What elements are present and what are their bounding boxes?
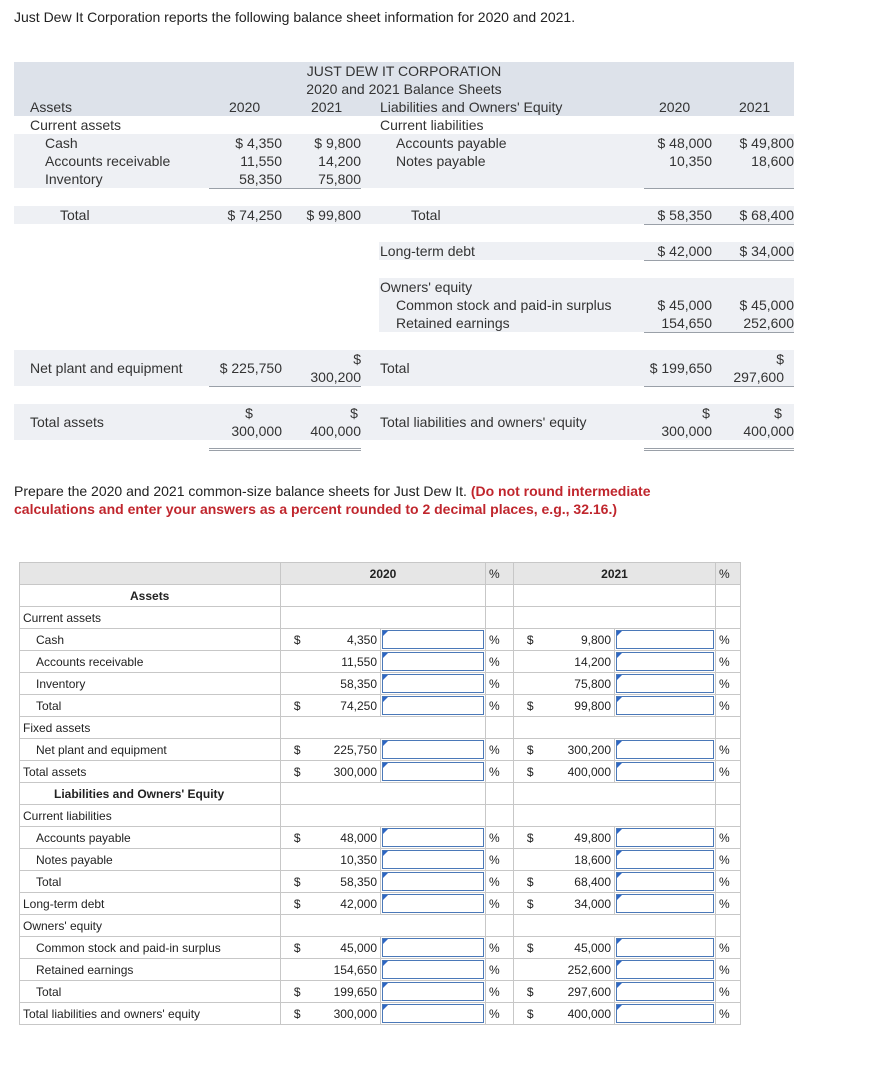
total-ca-label: Total <box>60 207 90 223</box>
inventory-label: Inventory <box>45 171 103 187</box>
dollar-sign: $ <box>514 827 547 849</box>
dollar-sign: $ <box>281 937 314 959</box>
value-2021: 34,000 <box>547 893 615 915</box>
ar-2020-pct-input[interactable] <box>381 651 486 673</box>
ta-2020-symbol: $ <box>245 405 253 421</box>
inventory-2020-pct-input[interactable] <box>381 673 486 695</box>
value-2020: 74,250 <box>314 695 381 717</box>
ar-2021: 14,200 <box>318 153 361 169</box>
value-2021: 18,600 <box>547 849 615 871</box>
value-2020: 10,350 <box>314 849 381 871</box>
total-oe-2020: $ 199,650 <box>649 360 712 376</box>
total-oe-2021-pct-input[interactable] <box>615 981 716 1003</box>
total-loe-2020-pct-input[interactable] <box>381 1003 486 1025</box>
instructions-text: Prepare the 2020 and 2021 common-size balance sheets for Just Dew It. <box>14 483 467 499</box>
row-label: Total assets <box>20 761 281 783</box>
value-2021: 400,000 <box>547 761 615 783</box>
dollar-sign: $ <box>514 871 547 893</box>
pct-sign: % <box>716 871 741 893</box>
row-label: Common stock and paid-in surplus <box>20 937 281 959</box>
dollar-sign <box>514 849 547 871</box>
cs-2021-pct-input[interactable] <box>615 937 716 959</box>
table-row-total-oe <box>20 981 741 1003</box>
value-2020: 225,750 <box>314 739 381 761</box>
owners-equity-row <box>20 915 741 937</box>
rule <box>644 188 794 189</box>
dollar-sign: $ <box>281 871 314 893</box>
pct-sign: % <box>716 1003 741 1025</box>
cash-label: Cash <box>45 135 78 151</box>
value-2021: 9,800 <box>547 629 615 651</box>
re-label: Retained earnings <box>396 315 510 331</box>
table-row-ar <box>20 651 741 673</box>
tloe-2021-symbol: $ <box>774 405 782 421</box>
re-2020: 154,650 <box>661 315 712 331</box>
pct-sign: % <box>716 739 741 761</box>
pct-sign: % <box>716 959 741 981</box>
table-row-inventory <box>20 673 741 695</box>
row-label: Accounts payable <box>20 827 281 849</box>
tloe-2021: 400,000 <box>743 423 794 439</box>
rule <box>644 260 794 261</box>
current-liabilities-label: Current liabilities <box>20 805 281 827</box>
pct-sign: % <box>486 981 514 1003</box>
pct-sign: % <box>716 761 741 783</box>
total-oe-2021: 297,600 <box>733 369 784 385</box>
row-label: Retained earnings <box>20 959 281 981</box>
pct-sign: % <box>716 651 741 673</box>
dollar-sign <box>281 849 314 871</box>
total-cl-2021: $ 68,400 <box>739 207 794 223</box>
value-2020: 45,000 <box>314 937 381 959</box>
cash-2020-pct-input[interactable] <box>381 629 486 651</box>
dollar-sign: $ <box>281 1003 314 1025</box>
year-2020: 2020 <box>229 99 261 115</box>
ta-2021-symbol: $ <box>350 405 358 421</box>
pct-header: % <box>716 563 741 585</box>
company-name: JUST DEW IT CORPORATION <box>306 63 502 79</box>
cash-2021-pct-input[interactable] <box>615 629 716 651</box>
total-assets-2021-pct-input[interactable] <box>615 761 716 783</box>
np-2021: 18,600 <box>751 153 794 169</box>
row-label: Total <box>20 695 281 717</box>
total-cl-2021-pct-input[interactable] <box>615 871 716 893</box>
intro-text: Just Dew It Corporation reports the following balance sheet information for 2020 and 2021. <box>14 9 576 25</box>
pct-sign: % <box>716 849 741 871</box>
dollar-sign: $ <box>281 695 314 717</box>
value-2021: 99,800 <box>547 695 615 717</box>
value-2020: 154,650 <box>314 959 381 981</box>
value-2021: 300,200 <box>547 739 615 761</box>
npe-label: Net plant and equipment <box>30 360 183 376</box>
row-label: Total <box>20 871 281 893</box>
value-2020: 58,350 <box>314 673 381 695</box>
table-row-total-assets <box>20 761 741 783</box>
total-oe-label: Total <box>380 360 410 376</box>
table-row-total-cl <box>20 871 741 893</box>
dollar-sign: $ <box>281 981 314 1003</box>
re-2020-pct-input[interactable] <box>381 959 486 981</box>
ltd-label: Long-term debt <box>380 243 475 259</box>
cs-2021: $ 45,000 <box>739 297 794 313</box>
common-size-table <box>19 562 741 1025</box>
dollar-sign <box>514 959 547 981</box>
total-cl-2020: $ 58,350 <box>657 207 712 223</box>
dollar-sign: $ <box>281 761 314 783</box>
npe-2020-pct-input[interactable] <box>381 739 486 761</box>
rule <box>209 386 361 387</box>
value-2021: 14,200 <box>547 651 615 673</box>
cash-2021: $ 9,800 <box>314 135 361 151</box>
sheet-subtitle: 2020 and 2021 Balance Sheets <box>306 81 502 97</box>
col-2021-header: 2021 <box>514 563 716 585</box>
pct-sign: % <box>716 629 741 651</box>
year-2020: 2020 <box>659 99 691 115</box>
fixed-assets-label: Fixed assets <box>20 717 281 739</box>
blank-cell <box>20 563 281 585</box>
cs-label: Common stock and paid-in surplus <box>396 297 612 313</box>
ar-2021-pct-input[interactable] <box>615 651 716 673</box>
double-rule <box>644 448 794 451</box>
pct-sign: % <box>716 827 741 849</box>
value-2021: 297,600 <box>547 981 615 1003</box>
total-cl-2020-pct-input[interactable] <box>381 871 486 893</box>
current-liabilities-row <box>20 805 741 827</box>
pct-sign: % <box>486 739 514 761</box>
cash-2020: $ 4,350 <box>235 135 282 151</box>
table-row-npe <box>20 739 741 761</box>
dollar-sign: $ <box>514 1003 547 1025</box>
tloe-2020: 300,000 <box>661 423 712 439</box>
table-row-total-loe <box>20 1003 741 1025</box>
pct-sign: % <box>486 695 514 717</box>
total-ca-2020: $ 74,250 <box>227 207 282 223</box>
np-label: Notes payable <box>396 153 486 169</box>
pct-sign: % <box>486 761 514 783</box>
double-rule <box>209 448 361 451</box>
ap-2021-pct-input[interactable] <box>615 827 716 849</box>
total-oe-2021-symbol: $ <box>776 351 784 367</box>
ltd-2020: $ 42,000 <box>657 243 712 259</box>
value-2021: 68,400 <box>547 871 615 893</box>
tloe-2020-symbol: $ <box>702 405 710 421</box>
pct-sign: % <box>716 981 741 1003</box>
npe-2020: $ 225,750 <box>219 360 282 376</box>
ap-label: Accounts payable <box>396 135 507 151</box>
oe-label: Owners' equity <box>380 279 473 295</box>
total-ca-2021: $ 99,800 <box>306 207 361 223</box>
pct-sign: % <box>716 673 741 695</box>
inventory-2021-pct-input[interactable] <box>615 673 716 695</box>
total-oe-2020-pct-input[interactable] <box>381 981 486 1003</box>
ta-2020: 300,000 <box>231 423 282 439</box>
pct-sign: % <box>486 673 514 695</box>
owners-equity-label: Owners' equity <box>20 915 281 937</box>
row-label: Total <box>20 981 281 1003</box>
ta-label: Total assets <box>30 414 104 430</box>
npe-2021: 300,200 <box>310 369 361 385</box>
ar-label: Accounts receivable <box>45 153 171 169</box>
ap-2020: $ 48,000 <box>657 135 712 151</box>
row-label: Total liabilities and owners' equity <box>20 1003 281 1025</box>
assets-heading-row <box>20 585 741 607</box>
total-cl-label: Total <box>411 207 441 223</box>
dollar-sign <box>281 651 314 673</box>
re-2021: 252,600 <box>743 315 794 331</box>
value-2020: 199,650 <box>314 981 381 1003</box>
fixed-assets-row <box>20 717 741 739</box>
total-ca-2020-pct-input[interactable] <box>381 695 486 717</box>
value-2020: 48,000 <box>314 827 381 849</box>
balance-sheet <box>14 62 794 460</box>
dollar-sign: $ <box>281 739 314 761</box>
row-label: Accounts receivable <box>20 651 281 673</box>
value-2020: 300,000 <box>314 761 381 783</box>
pct-sign: % <box>486 871 514 893</box>
dollar-sign: $ <box>514 695 547 717</box>
value-2021: 75,800 <box>547 673 615 695</box>
npe-2021-symbol: $ <box>353 351 361 367</box>
inventory-2021: 75,800 <box>318 171 361 187</box>
loe-heading: Liabilities and Owners' Equity <box>20 783 281 805</box>
assets-heading: Assets <box>20 585 281 607</box>
current-assets-label: Current assets <box>30 117 122 133</box>
instructions-note: (Do not round intermediate calculations and enter your answers as a percent rounded to 2 decimal places, e.g., 32.16.) <box>14 483 651 517</box>
dollar-sign <box>281 959 314 981</box>
inventory-2020: 58,350 <box>239 171 282 187</box>
rule <box>644 386 794 387</box>
ltd-2021: $ 34,000 <box>739 243 794 259</box>
col-2020-header: 2020 <box>281 563 486 585</box>
value-2021: 400,000 <box>547 1003 615 1025</box>
instructions <box>14 482 654 518</box>
pct-sign: % <box>486 893 514 915</box>
rule <box>644 224 794 225</box>
dollar-sign <box>281 673 314 695</box>
dollar-sign: $ <box>514 761 547 783</box>
pct-sign: % <box>486 651 514 673</box>
dollar-sign: $ <box>281 893 314 915</box>
pct-sign: % <box>486 1003 514 1025</box>
row-label: Inventory <box>20 673 281 695</box>
pct-sign: % <box>486 959 514 981</box>
dollar-sign: $ <box>514 739 547 761</box>
loe-heading-row <box>20 783 741 805</box>
value-2021: 45,000 <box>547 937 615 959</box>
ltd-2020-pct-input[interactable] <box>381 893 486 915</box>
dollar-sign: $ <box>281 629 314 651</box>
assets-heading: Assets <box>30 99 73 115</box>
np-2020: 10,350 <box>669 153 712 169</box>
dollar-sign: $ <box>514 893 547 915</box>
value-2020: 58,350 <box>314 871 381 893</box>
dollar-sign: $ <box>514 629 547 651</box>
np-2020-pct-input[interactable] <box>381 849 486 871</box>
value-2021: 252,600 <box>547 959 615 981</box>
rule <box>644 332 794 333</box>
np-2021-pct-input[interactable] <box>615 849 716 871</box>
pct-sign: % <box>716 695 741 717</box>
ap-2021: $ 49,800 <box>739 135 794 151</box>
value-2021: 49,800 <box>547 827 615 849</box>
pct-header: % <box>486 563 514 585</box>
current-assets-row <box>20 607 741 629</box>
value-2020: 11,550 <box>314 651 381 673</box>
table-row-np <box>20 849 741 871</box>
row-label: Cash <box>20 629 281 651</box>
ar-2020: 11,550 <box>240 153 282 169</box>
re-2021-pct-input[interactable] <box>615 959 716 981</box>
year-2021: 2021 <box>311 99 343 115</box>
row-label: Net plant and equipment <box>20 739 281 761</box>
current-liabilities-label: Current liabilities <box>380 117 484 133</box>
total-ca-2021-pct-input[interactable] <box>615 695 716 717</box>
npe-2021-pct-input[interactable] <box>615 739 716 761</box>
total-assets-2020-pct-input[interactable] <box>381 761 486 783</box>
cs-2020-pct-input[interactable] <box>381 937 486 959</box>
cs-2020: $ 45,000 <box>657 297 712 313</box>
value-2020: 42,000 <box>314 893 381 915</box>
ltd-2021-pct-input[interactable] <box>615 893 716 915</box>
pct-sign: % <box>716 893 741 915</box>
pct-sign: % <box>486 849 514 871</box>
tloe-label: Total liabilities and owners' equity <box>380 414 587 430</box>
total-loe-2021-pct-input[interactable] <box>615 1003 716 1025</box>
dollar-sign: $ <box>514 981 547 1003</box>
table-row-re <box>20 959 741 981</box>
year-2021: 2021 <box>739 99 771 115</box>
dollar-sign <box>514 673 547 695</box>
table-row-ltd <box>20 893 741 915</box>
table-row-total-ca <box>20 695 741 717</box>
header-row <box>20 563 741 585</box>
current-assets-label: Current assets <box>20 607 281 629</box>
table-row-ap <box>20 827 741 849</box>
row-label: Long-term debt <box>20 893 281 915</box>
pct-sign: % <box>716 937 741 959</box>
table-row-cash <box>20 629 741 651</box>
dollar-sign: $ <box>281 827 314 849</box>
pct-sign: % <box>486 827 514 849</box>
pct-sign: % <box>486 629 514 651</box>
liabilities-heading: Liabilities and Owners' Equity <box>380 99 563 115</box>
rule <box>209 188 361 189</box>
pct-sign: % <box>486 937 514 959</box>
dollar-sign: $ <box>514 937 547 959</box>
ap-2020-pct-input[interactable] <box>381 827 486 849</box>
dollar-sign <box>514 651 547 673</box>
value-2020: 300,000 <box>314 1003 381 1025</box>
table-row-cs <box>20 937 741 959</box>
row-label: Notes payable <box>20 849 281 871</box>
ta-2021: 400,000 <box>310 423 361 439</box>
value-2020: 4,350 <box>314 629 381 651</box>
